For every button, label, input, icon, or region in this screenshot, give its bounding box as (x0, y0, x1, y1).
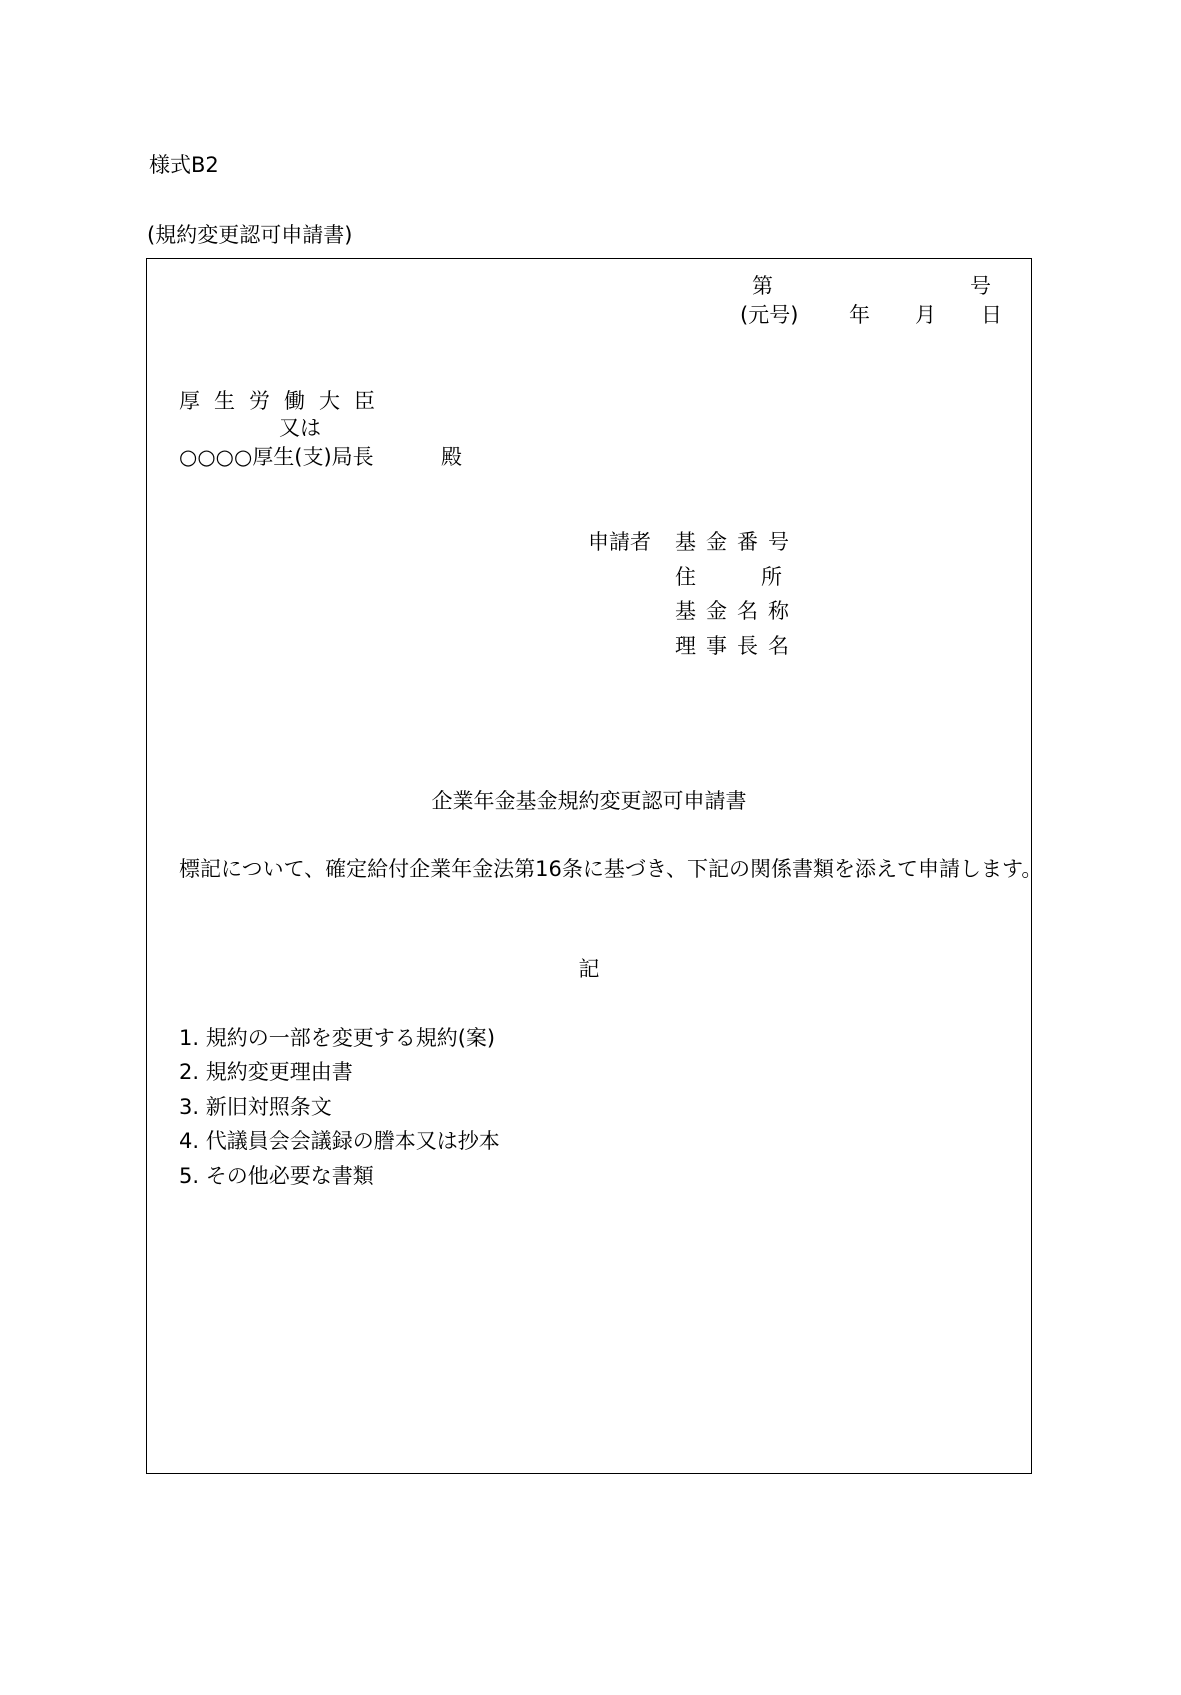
addressee-minister: 厚生労働大臣 (179, 389, 389, 413)
number-prefix: 第 (752, 274, 773, 298)
list-item: 2. 規約変更理由書 (179, 1060, 353, 1084)
body-text: 標記について、確定給付企業年金法第16条に基づき、下記の関係書類を添えて申請します。 (179, 857, 1043, 881)
era-label: (元号) (740, 303, 799, 327)
form-id: 様式B2 (149, 153, 219, 177)
ki-heading: 記 (578, 957, 600, 981)
number-suffix: 号 (970, 274, 991, 298)
document-title: 企業年金基金規約変更認可申請書 (431, 789, 747, 813)
field-fund-name: 基金名称 (675, 599, 799, 623)
year-label: 年 (849, 303, 870, 327)
list-item: 3. 新旧対照条文 (179, 1095, 332, 1119)
applicant-label: 申請者 (588, 530, 651, 554)
field-address: 住 所 (675, 565, 804, 589)
list-item: 5. その他必要な書類 (179, 1164, 374, 1188)
field-chair-name: 理事長名 (675, 634, 799, 658)
list-item: 4. 代議員会会議録の謄本又は抄本 (179, 1129, 500, 1153)
day-label: 日 (981, 303, 1002, 327)
addressee-honorific: 殿 (441, 445, 462, 469)
list-item: 1. 規約の一部を変更する規約(案) (179, 1026, 496, 1050)
addressee-or: 又は (279, 416, 321, 440)
addressee-bureau: ○○○○厚生(支)局長 (179, 445, 374, 469)
form-caption: (規約変更認可申請書) (147, 223, 353, 247)
field-fund-number: 基金番号 (675, 530, 799, 554)
month-label: 月 (915, 303, 936, 327)
